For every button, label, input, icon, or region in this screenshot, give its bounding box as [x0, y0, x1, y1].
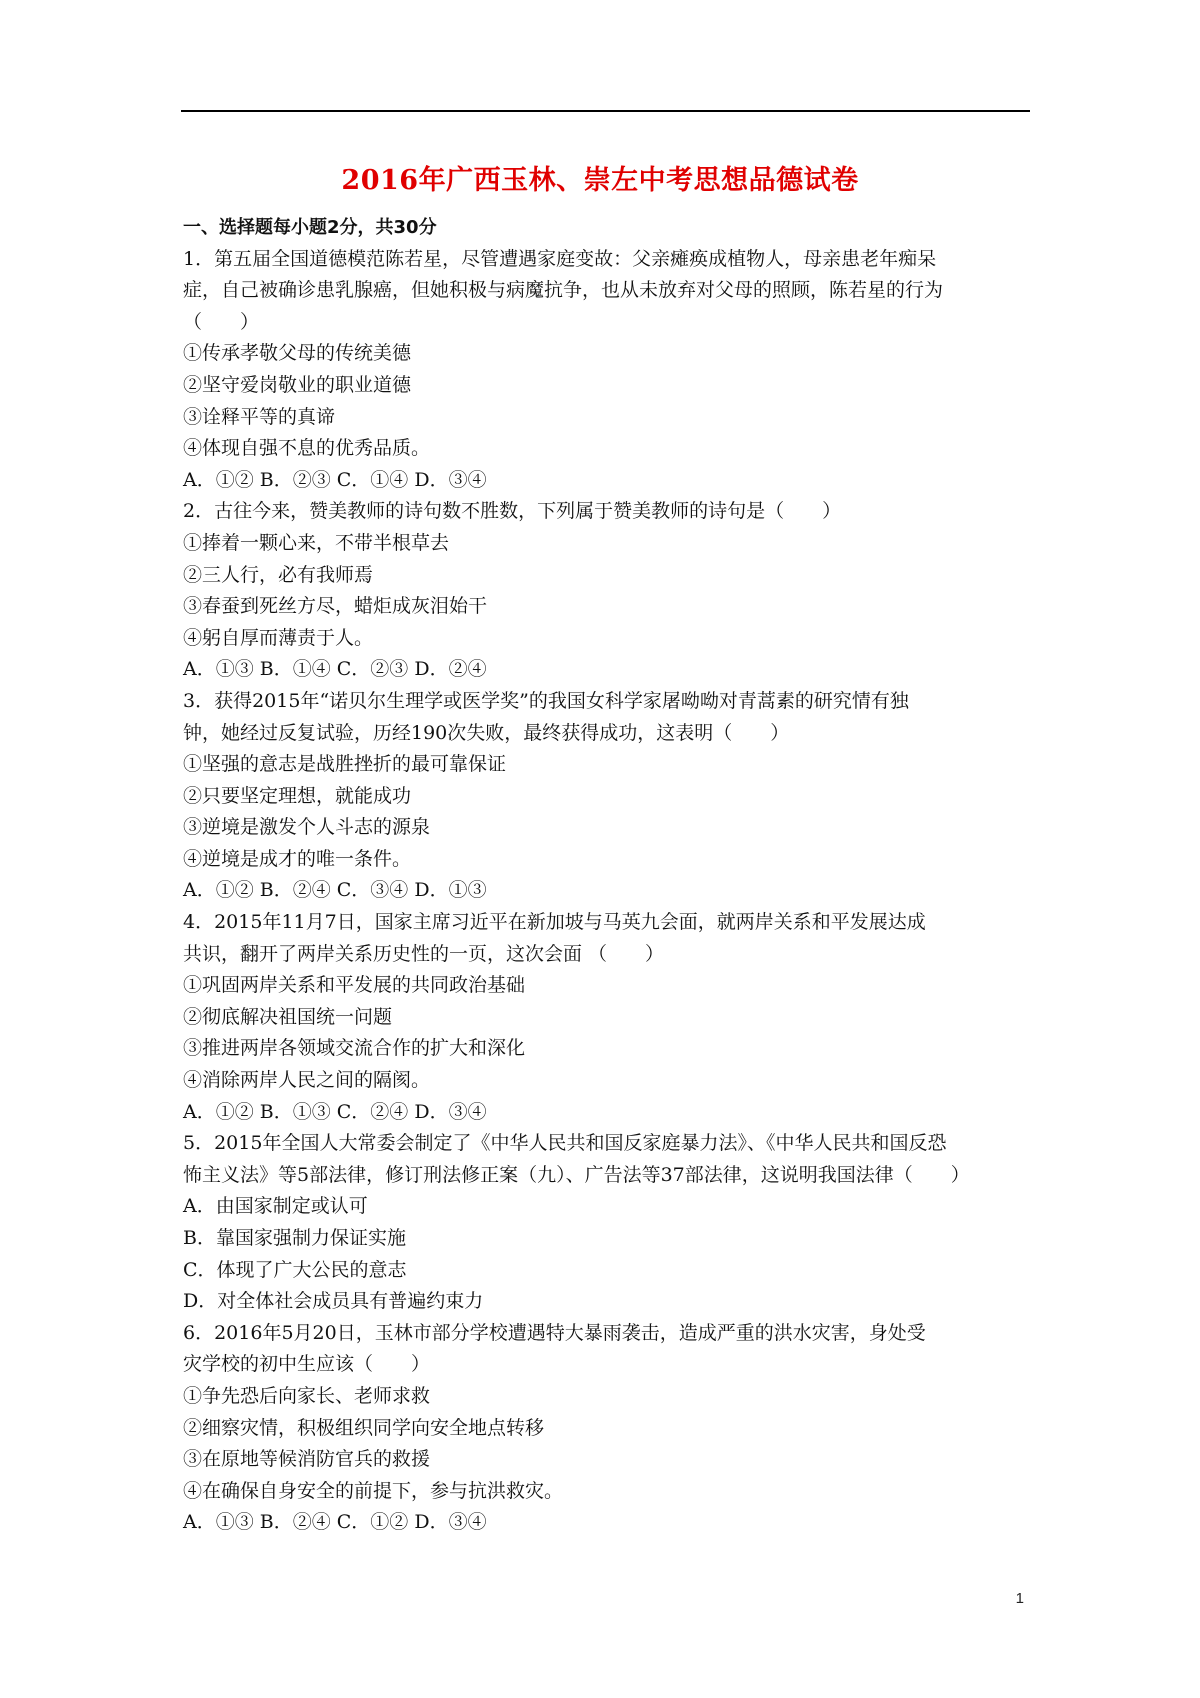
- question-option: ④体现自强不息的优秀品质。: [183, 437, 431, 460]
- exam-content: [183, 212, 1028, 1539]
- question-stem-line: （ ）: [183, 310, 260, 333]
- question-5: [183, 1128, 1028, 1318]
- question-option: ③推进两岸各领域交流合作的扩大和深化: [183, 1037, 526, 1060]
- question-option: ①巩固两岸关系和平发展的共同政治基础: [183, 974, 526, 997]
- question-3: [183, 686, 1028, 907]
- question-stem-line: 灾学校的初中生应该（ ）: [183, 1353, 431, 1376]
- question-stem-line: 5．2015年全国人大常委会制定了《中华人民共和国反家庭暴力法》、《中华人民共和国反恐: [183, 1132, 947, 1155]
- question-6: [183, 1318, 1028, 1539]
- answer-choices: A．①② B．①③ C．②④ D．③④: [183, 1100, 487, 1123]
- answer-choices: A．①② B．②④ C．③④ D．①③: [183, 879, 487, 902]
- question-option: ①争先恐后向家长、老师求救: [183, 1384, 431, 1407]
- exam-title: 2016年广西玉林、崇左中考思想品德试卷: [341, 165, 859, 196]
- question-option: ④逆境是成才的唯一条件。: [183, 847, 412, 870]
- answer-choices: A．①③ B．②④ C．①② D．③④: [183, 1511, 487, 1534]
- question-option: ③诠释平等的真谛: [183, 405, 336, 428]
- question-stem-line: 怖主义法》等5部法律，修订刑法修正案（九）、广告法等37部法律，这说明我国法律（ ）: [183, 1163, 970, 1186]
- question-option: ②彻底解决祖国统一问题: [183, 1005, 393, 1028]
- question-4: [183, 907, 1028, 1128]
- question-option: ①传承孝敬父母的传统美德: [183, 342, 412, 365]
- question-option: ④躬自厚而薄责于人。: [183, 626, 374, 649]
- question-option: ③在原地等候消防官兵的救援: [183, 1448, 431, 1471]
- question-2: [183, 496, 1028, 686]
- question-option: ①坚强的意志是战胜挫折的最可靠保证: [183, 753, 507, 776]
- question-option: ③春蚕到死丝方尽，蜡炬成灰泪始干: [183, 595, 488, 618]
- question-option: ②坚守爱岗敬业的职业道德: [183, 373, 412, 396]
- question-stem-line: 6．2016年5月20日，玉林市部分学校遭遇特大暴雨袭击，造成严重的洪水灾害，身处受: [183, 1321, 926, 1344]
- question-option: B．靠国家强制力保证实施: [183, 1227, 406, 1249]
- section-heading: 一、选择题每小题2分，共30分: [183, 217, 437, 238]
- question-stem-line: 钟，她经过反复试验，历经190次失败，最终获得成功，这表明（ ）: [183, 721, 790, 744]
- question-option: ①捧着一颗心来，不带半根草去: [183, 531, 450, 554]
- question-option: ②三人行，必有我师焉: [183, 563, 374, 586]
- question-1: [183, 244, 1028, 497]
- question-stem-line: 4．2015年11月7日，国家主席习近平在新加坡与马英九会面，就两岸关系和平发展达成: [183, 911, 926, 934]
- question-option: ④消除两岸人民之间的隔阂。: [183, 1069, 431, 1092]
- question-option: D．对全体社会成员具有普遍约束力: [183, 1290, 484, 1313]
- question-stem-line: 1．第五届全国道德模范陈若星，尽管遭遇家庭变故：父亲瘫痪成植物人，母亲患老年痴呆: [183, 247, 937, 270]
- question-stem-line: 2．古往今来，赞美教师的诗句数不胜数，下列属于赞美教师的诗句是（ ）: [183, 500, 842, 523]
- question-option: A．由国家制定或认可: [183, 1195, 368, 1218]
- answer-choices: A．①③ B．①④ C．②③ D．②④: [183, 658, 487, 681]
- question-stem-line: 症，自己被确诊患乳腺癌，但她积极与病魔抗争，也从未放弃对父母的照顾，陈若星的行为: [183, 279, 944, 302]
- header-rule: [181, 110, 1030, 112]
- question-option: ②只要坚定理想，就能成功: [183, 784, 412, 807]
- question-option: ②细察灾情，积极组织同学向安全地点转移: [183, 1416, 545, 1439]
- page-number: 1: [1015, 1590, 1024, 1607]
- question-stem-line: 3．获得2015年“诺贝尔生理学或医学奖”的我国女科学家屠呦呦对青蒿素的研究情有独: [183, 689, 909, 712]
- question-option: C．体现了广大公民的意志: [183, 1258, 407, 1281]
- answer-choices: A．①② B．②③ C．①④ D．③④: [183, 468, 487, 491]
- question-option: ③逆境是激发个人斗志的源泉: [183, 816, 431, 839]
- question-option: ④在确保自身安全的前提下，参与抗洪救灾。: [183, 1479, 564, 1502]
- question-stem-line: 共识，翻开了两岸关系历史性的一页，这次会面 （ ）: [183, 942, 665, 965]
